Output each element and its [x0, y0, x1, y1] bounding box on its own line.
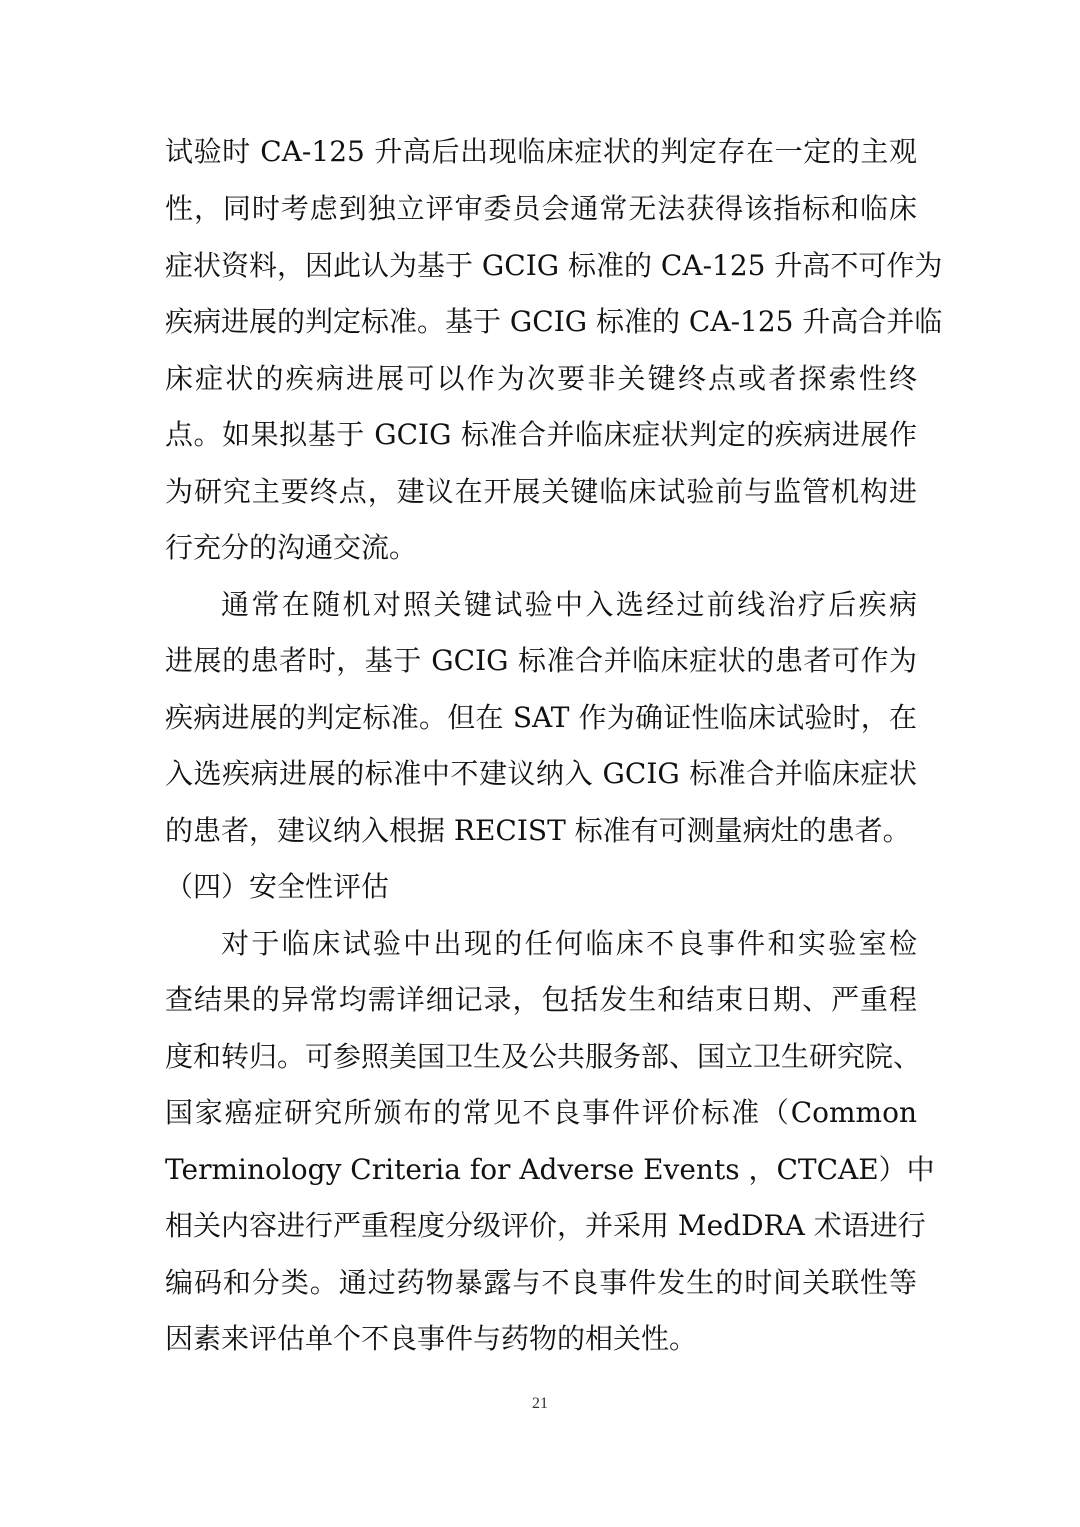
text-line: 编码和分类。通过药物暴露与不良事件发生的时间关联性等 — [165, 1266, 917, 1299]
text-line: 查结果的异常均需详细记录，包括发生和结束日期、严重程 — [165, 983, 917, 1016]
text-line: 进展的患者时，基于 GCIG 标准合并临床症状的患者可作为 — [165, 644, 917, 677]
text-line: 相关内容进行严重程度分级评价，并采用 MedDRA 术语进行 — [165, 1209, 926, 1242]
text-line: 性，同时考虑到独立评审委员会通常无法获得该指标和临床 — [165, 192, 917, 225]
text-line: Terminology Criteria for Adverse Events ，CTCAE）中 — [165, 1153, 935, 1186]
text-line: 床症状的疾病进展可以作为次要非关键终点或者探索性终 — [165, 362, 917, 395]
text-line: 因素来评估单个不良事件与药物的相关性。 — [165, 1322, 698, 1355]
text-line: 通常在随机对照关键试验中入选经过前线治疗后疾病 — [221, 588, 917, 621]
text-line: 疾病进展的判定标准。但在 SAT 作为确证性临床试验时，在 — [165, 701, 917, 734]
text-line: 对于临床试验中出现的任何临床不良事件和实验室检 — [221, 927, 917, 960]
text-line: 行充分的沟通交流。 — [165, 531, 418, 564]
page-number: 21 — [532, 1395, 548, 1412]
text-line: 点。如果拟基于 GCIG 标准合并临床症状判定的疾病进展作 — [165, 418, 917, 451]
text-line: 入选疾病进展的标准中不建议纳入 GCIG 标准合并临床症状 — [165, 757, 917, 790]
text-line: 的患者，建议纳入根据 RECIST 标准有可测量病灶的患者。 — [165, 814, 911, 847]
text-line: 为研究主要终点，建议在开展关键临床试验前与监管机构进 — [165, 475, 917, 508]
text-line: 试验时 CA-125 升高后出现临床症状的判定存在一定的主观 — [165, 135, 917, 168]
section-heading: （四）安全性评估 — [165, 870, 390, 903]
text-line: 疾病进展的判定标准。基于 GCIG 标准的 CA-125 升高合并临 — [165, 305, 943, 338]
text-line: 国家癌症研究所颁布的常见不良事件评价标准（Common — [165, 1096, 917, 1129]
text-line: 症状资料，因此认为基于 GCIG 标准的 CA-125 升高不可作为 — [165, 249, 943, 282]
text-line: 度和转归。可参照美国卫生及公共服务部、国立卫生研究院、 — [165, 1040, 922, 1073]
